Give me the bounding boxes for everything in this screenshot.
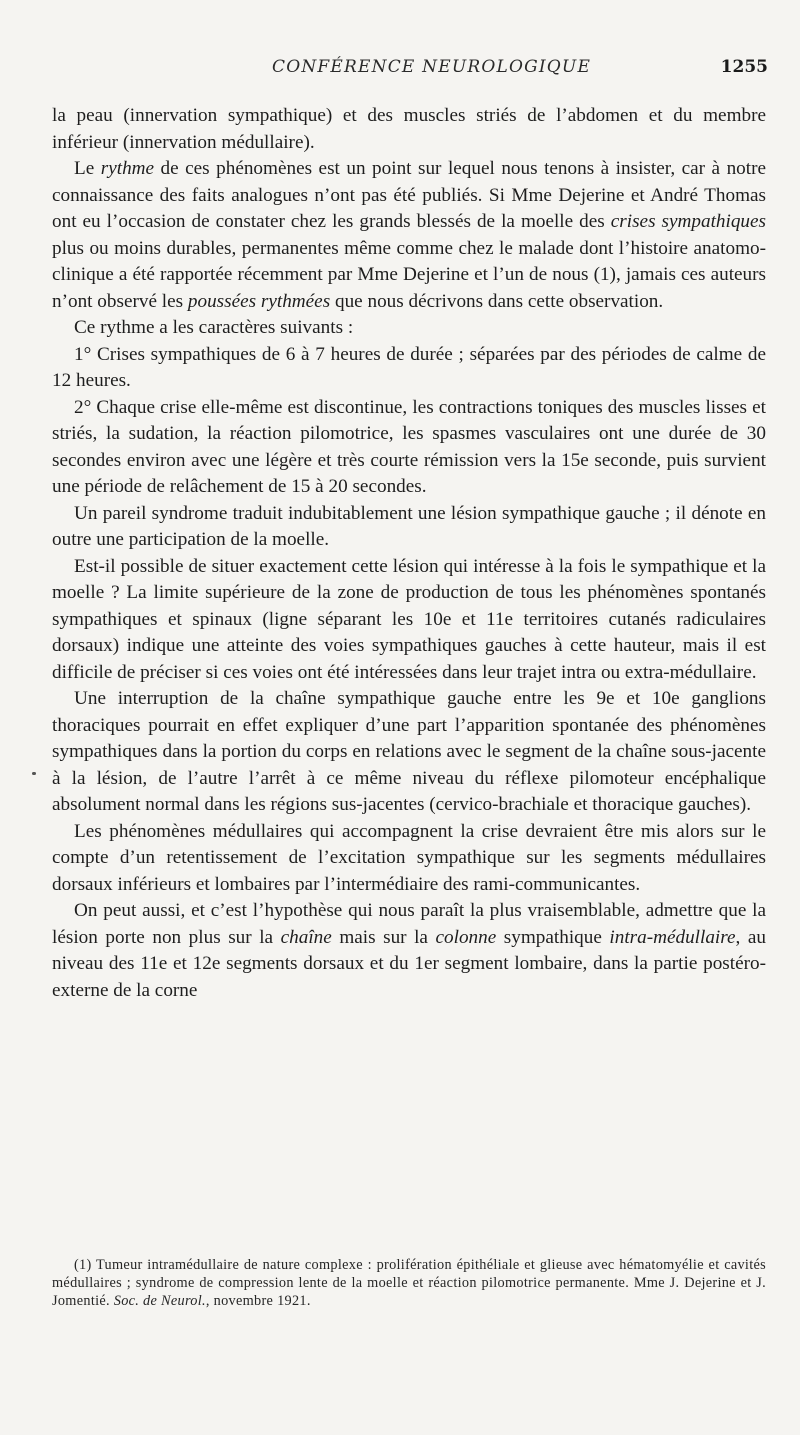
italic-run: crises sympathiques xyxy=(610,211,766,232)
text-run: Un pareil syndrome traduit indubitablement une lésion sympathique gauche ; il dénote en outre une participation de la moelle. xyxy=(52,502,766,550)
italic-run: poussées rythmées xyxy=(187,290,331,312)
paragraph xyxy=(52,898,766,1004)
italic-run: colonne xyxy=(435,926,497,948)
paragraph xyxy=(52,395,766,501)
paragraph xyxy=(52,501,766,554)
italic-run: rythme xyxy=(100,158,155,179)
text-run: , novembre 1921. xyxy=(205,1293,311,1309)
paragraph xyxy=(52,819,766,899)
paragraph xyxy=(52,554,766,687)
paragraph xyxy=(52,315,766,342)
text-run: plus ou moins durables, permanentes même comme chez le malade dont l’histoire anatomo-clinique a été rapportée récemment par Mme Dejerine et l’un de nous (1), jamais ces auteurs n’ont observé les xyxy=(52,237,766,312)
margin-mark xyxy=(32,772,36,775)
text-run: Une interruption de la chaîne sympathique gauche entre les 9e et 10e ganglions thoraciques pourrait en effet expliquer d’une part l’apparition spontanée des phénomènes sympathiques dans la portion du corps en relations avec le segment de la chaîne sous-jacente à la lésion, de l’autre l’arrêt à ce même niveau du réflexe pilomoteur encéphalique absolument normal dans les régions sus-jacentes (cervico-brachiale et thoracique gauches). xyxy=(52,688,766,815)
text-run: Le xyxy=(74,158,101,179)
footnote xyxy=(52,1256,766,1310)
text-run: , au niveau des 11e et 12e segments dorsaux et du 1er segment lombaire, dans la partie postéro-externe de la corne xyxy=(52,926,766,1001)
text-run: 2° Chaque crise elle-même est discontinue, les contractions toniques des muscles lisses et striés, la sudation, la réaction pilomotrice, les spasmes vasculaires ont une durée de 30 secondes environ avec une légère et très courte rémission vers la 15e seconde, puis survient une période de relâchement de 15 à 20 secondes. xyxy=(52,396,766,497)
page-number: 1255 xyxy=(720,57,768,77)
text-run: (1) Tumeur intramédullaire de nature complexe : prolifération épithéliale et glieuse avec hématomyélie et cavités médullaires ; syndrome de compression lente de la moelle et réaction pilomotrice permanente. Mme J. Dejerine et J. Jomentié. xyxy=(52,1257,766,1309)
footnotes xyxy=(52,1256,766,1310)
running-title: CONFÉRENCE NEUROLOGIQUE xyxy=(272,57,592,77)
text-run: Ce rythme a les caractères suivants : xyxy=(74,317,354,338)
paragraph xyxy=(52,342,766,395)
paragraph xyxy=(52,103,766,156)
text-run: On peut aussi, et c’est l’hypothèse qui nous paraît la plus vraisemblable, admettre que la lésion porte non plus sur la xyxy=(52,900,766,948)
italic-run: Soc. de Neurol. xyxy=(113,1293,206,1309)
italic-run: intra-médullaire xyxy=(609,926,736,948)
text-run: sympathique xyxy=(496,926,610,948)
paragraph xyxy=(52,156,766,315)
text-run: de ces phénomènes est un point sur lequel nous tenons à insister, car à notre connaissance des faits analogues n’ont pas été publiés. Si Mme Dejerine et André Thomas ont eu l’occasion de constater chez les grands blessés de la moelle des xyxy=(52,158,766,232)
text-run: Est-il possible de situer exactement cette lésion qui intéresse à la fois le sympathique et la moelle ? La limite supérieure de la zone de production de tous les phénomènes spontanés sympathiques et spinaux (ligne séparant les 10e et 11e territoires cutanés radiculaires dorsaux) indique une atteinte des voies sympathiques gauches à cette hauteur, mais il est difficile de préciser si ces voies ont été intéressées dans leur trajet intra ou extra-médullaire. xyxy=(52,555,766,683)
text-run: 1° Crises sympathiques de 6 à 7 heures de durée ; séparées par des périodes de calme de 12 heures. xyxy=(52,343,766,391)
text-run: Les phénomènes médullaires qui accompagnent la crise devraient être mis alors sur le compte d’un retentissement de l’excitation sympathique sur les segments médullaires dorsaux inférieurs et lombaires par l’intermédiaire des rami-communicantes. xyxy=(52,820,766,895)
main-text-body xyxy=(52,103,766,1004)
text-run: mais sur la xyxy=(331,926,436,948)
page-header xyxy=(0,57,800,87)
text-run: la peau (innervation sympathique) et des muscles striés de l’abdomen et du membre inférieur (innervation médullaire). xyxy=(52,105,766,153)
text-run: que nous décrivons dans cette observation. xyxy=(330,290,664,312)
italic-run: chaîne xyxy=(280,926,332,948)
paragraph xyxy=(52,686,766,819)
